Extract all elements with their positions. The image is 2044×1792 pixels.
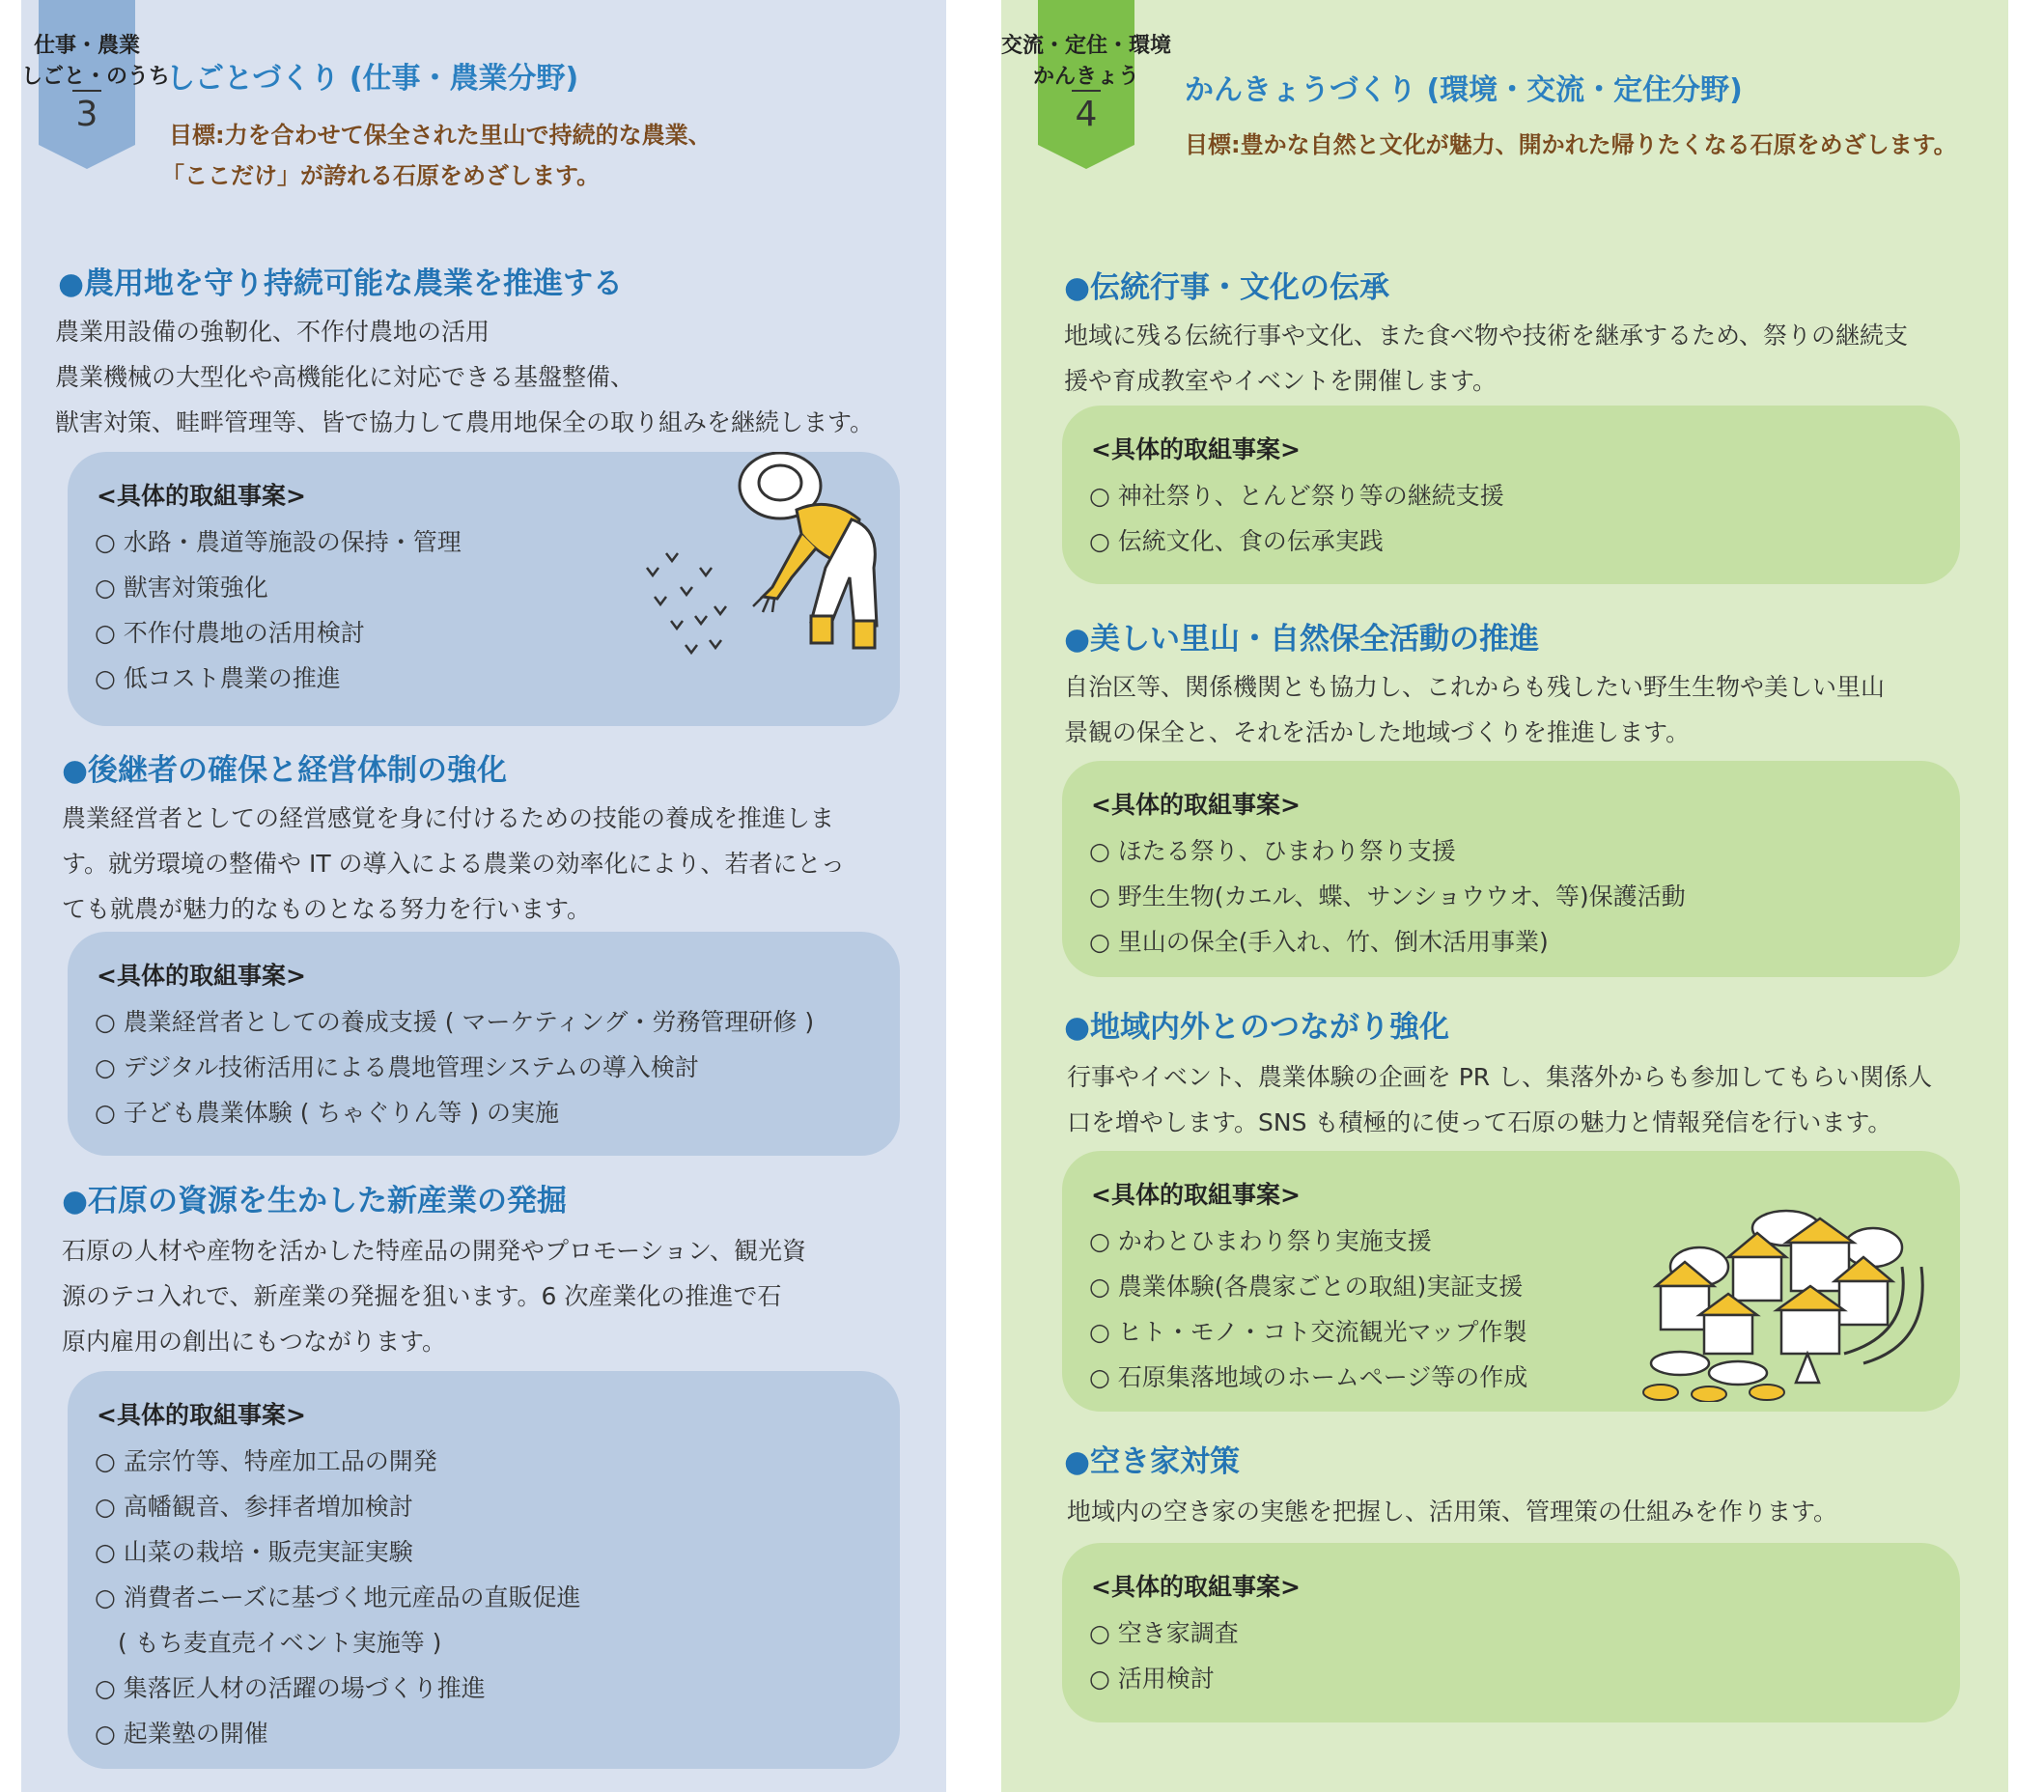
measures-list [1089, 1218, 1527, 1400]
box-title: <具体的取組事案> [97, 482, 306, 510]
list-item: ○ 石原集落地域のホームページ等の作成 [1089, 1355, 1527, 1400]
left-panel [21, 0, 946, 1792]
measures-list [95, 999, 814, 1135]
desc-farmland: 農業用設備の強靭化、不作付農地の活用 農業機械の大型化や高機能化に対応できる基盤整備、 獣害対策、畦畔管理等、皆で協力して農用地保全の取り組みを継続します。 [55, 318, 875, 436]
list-item: ○ 低コスト農業の推進 [95, 656, 462, 701]
farmer-illustration [628, 452, 898, 664]
list-item: ○ 農業経営者としての養成支援 ( マーケティング・労務管理研修 ) [95, 999, 814, 1045]
list-item: ○ 起業塾の開催 [95, 1711, 581, 1756]
list-item: ○ 山菜の栽培・販売実証実験 [95, 1529, 581, 1575]
box-title: <具体的取組事案> [97, 1401, 306, 1429]
list-item: ○ ほたる祭り、ひまわり祭り支援 [1089, 828, 1686, 874]
list-item: ○ 不作付農地の活用検討 [95, 610, 462, 656]
heading-successor: ●後継者の確保と経営体制の強化 [62, 753, 508, 788]
list-item: ○ 集落匠人材の活躍の場づくり推進 [95, 1666, 581, 1711]
measures-list [95, 519, 462, 701]
heading-satoyama: ●美しい里山・自然保全活動の推進 [1064, 622, 1540, 657]
box-title: <具体的取組事案> [1091, 1573, 1301, 1601]
list-item: ○ 空き家調査 [1089, 1610, 1239, 1656]
heading-vacant-houses: ●空き家対策 [1064, 1444, 1241, 1479]
tab-label: 交流・定住・環境 [1000, 34, 1171, 58]
measures-box-tradition [1062, 406, 1960, 584]
measures-box-successor [68, 932, 900, 1156]
list-item: ○ 伝統文化、食の伝承実践 [1089, 518, 1504, 564]
measures-list [1089, 828, 1686, 965]
measures-list [1089, 473, 1504, 564]
tab-number: 3 [75, 95, 98, 134]
section-goal-line-2: 「ここだけ」が誇れる石原をめざします。 [161, 162, 601, 189]
measures-box-new-industry [68, 1371, 900, 1769]
desc-connection: 行事やイベント、農業体験の企画を PR し、集落外からも参加してもらい関係人 口を増やします。SNS も積極的に使って石原の魅力と情報発信を行います。 [1067, 1063, 1933, 1136]
right-panel [1001, 0, 2008, 1792]
measures-list [95, 1439, 581, 1756]
heading-connection: ●地域内外とのつながり強化 [1064, 1010, 1450, 1045]
list-item: ○ 消費者ニーズに基づく地元産品の直販促進 [95, 1575, 581, 1620]
list-item: ○ 子ども農業体験 ( ちゃぐりん等 ) の実施 [95, 1090, 814, 1135]
section-goal: 目標:豊かな自然と文化が魅力、開かれた帰りたくなる石原をめざします。 [1185, 131, 1957, 158]
list-item-continuation: ( もち麦直売イベント実施等 ) [118, 1629, 442, 1657]
box-title: <具体的取組事案> [1091, 435, 1301, 463]
heading-tradition: ●伝統行事・文化の伝承 [1064, 270, 1390, 305]
tab-number: 4 [1075, 95, 1098, 134]
list-item: ○ 獣害対策強化 [95, 565, 462, 610]
desc-satoyama: 自治区等、関係機関とも協力し、これからも残したい野生生物や美しい里山 景観の保全と、それを活かした地域づくりを推進します。 [1064, 673, 1886, 746]
list-item: ○ 農業体験(各農家ごとの取組)実証支援 [1089, 1264, 1527, 1309]
list-item: ○ 高幡観音、参拝者増加検討 [95, 1484, 581, 1529]
measures-box-farmland [68, 452, 900, 726]
list-item: ○ 里山の保全(手入れ、竹、倒木活用事業) [1089, 919, 1686, 965]
list-item: ○ 神社祭り、とんど祭り等の継続支援 [1089, 473, 1504, 518]
list-item: ○ デジタル技術活用による農地管理システムの導入検討 [95, 1045, 814, 1090]
section-goal-line-1: 目標:力を合わせて保全された里山で持続的な農業、 [169, 122, 712, 149]
desc-vacant-houses: 地域内の空き家の実態を把握し、活用策、管理策の仕組みを作ります。 [1067, 1498, 1838, 1526]
list-item: ○ かわとひまわり祭り実施支援 [1089, 1218, 1527, 1264]
box-title: <具体的取組事案> [1091, 791, 1301, 819]
measures-box-satoyama [1062, 761, 1960, 977]
box-title: <具体的取組事案> [1091, 1181, 1301, 1209]
section-title: かんきょうづくり (環境・交流・定住分野) [1185, 73, 1743, 107]
list-item: ○ 野生生物(カエル、蝶、サンショウウオ、等)保護活動 [1089, 874, 1686, 919]
measures-list [1089, 1610, 1239, 1701]
section-title: しごとづくり (仕事・農業分野) [166, 62, 579, 96]
list-item: ○ 水路・農道等施設の保持・管理 [95, 519, 462, 565]
desc-tradition: 地域に残る伝統行事や文化、また食べ物や技術を継承するため、祭りの継続支 援や育成教室やイベントを開催します。 [1064, 322, 1909, 395]
tab-sublabel: しごと・のうち [21, 65, 171, 89]
list-item: ○ 孟宗竹等、特産加工品の開発 [95, 1439, 581, 1484]
tab-sublabel: かんきょう [1032, 65, 1139, 89]
measures-box-vacant-houses [1062, 1543, 1960, 1722]
measures-box-connection [1062, 1151, 1960, 1412]
list-item: ○ 活用検討 [1089, 1656, 1239, 1701]
village-illustration [1641, 1209, 1931, 1402]
heading-new-industry: ●石原の資源を生かした新産業の発掘 [62, 1184, 568, 1218]
list-item: ○ ヒト・モノ・コト交流観光マップ作製 [1089, 1309, 1527, 1355]
tab-label: 仕事・農業 [33, 34, 140, 58]
heading-farmland: ●農用地を守り持続可能な農業を推進する [58, 266, 624, 301]
box-title: <具体的取組事案> [97, 962, 306, 990]
desc-new-industry: 石原の人材や産物を活かした特産品の開発やプロモーション、観光資 源のテコ入れで、新産業の発掘を狙います。6 次産業化の推進で石 原内雇用の創出にもつながります。 [62, 1237, 807, 1356]
desc-successor: 農業経営者としての経営感覚を身に付けるための技能の養成を推進しま す。就労環境の整備や IT の導入による農業の効率化により、若者にとっ ても就農が魅力的なものとなる努力を行います。 [62, 804, 846, 923]
